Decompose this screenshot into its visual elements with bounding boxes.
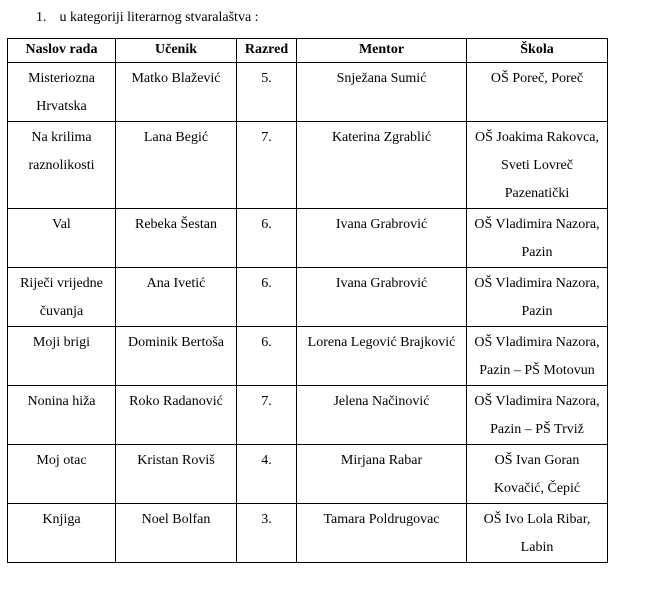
cell-grade: 4. [237, 445, 297, 504]
cell-title: Moji brigi [8, 327, 116, 386]
cell-school: OŠ Joakima Rakovca, Sveti Lovreč Pazenatički [467, 122, 608, 209]
cell-mentor: Jelena Načinović [297, 386, 467, 445]
cell-mentor: Katerina Zgrablić [297, 122, 467, 209]
heading-text: u kategoriji literarnog stvaralaštva : [59, 10, 259, 25]
cell-grade: 7. [237, 386, 297, 445]
cell-mentor: Snježana Sumić [297, 63, 467, 122]
cell-student: Dominik Bertoša [116, 327, 237, 386]
cell-student: Noel Bolfan [116, 504, 237, 563]
cell-student: Kristan Roviš [116, 445, 237, 504]
table-row [8, 504, 608, 563]
cell-student: Ana Ivetić [116, 268, 237, 327]
cell-mentor: Mirjana Rabar [297, 445, 467, 504]
cell-title: Riječi vrijedne čuvanja [8, 268, 116, 327]
cell-title: Na krilima raznolikosti [8, 122, 116, 209]
cell-school: OŠ Vladimira Nazora, Pazin – PŠ Trviž [467, 386, 608, 445]
table-row [8, 268, 608, 327]
cell-school: OŠ Vladimira Nazora, Pazin [467, 268, 608, 327]
table-header-row [8, 39, 608, 63]
header-ucenik: Učenik [116, 39, 237, 63]
header-mentor: Mentor [297, 39, 467, 63]
header-naslov-rada: Naslov rada [8, 39, 116, 63]
section-heading [36, 9, 259, 27]
table-row [8, 209, 608, 268]
cell-student: Lana Begić [116, 122, 237, 209]
list-number: 1. [36, 10, 47, 25]
cell-student: Roko Radanović [116, 386, 237, 445]
cell-title: Val [8, 209, 116, 268]
cell-title: Misteriozna Hrvatska [8, 63, 116, 122]
table-row [8, 63, 608, 122]
header-razred: Razred [237, 39, 297, 63]
cell-mentor: Lorena Legović Brajković [297, 327, 467, 386]
awards-table [7, 38, 608, 563]
cell-title: Knjiga [8, 504, 116, 563]
cell-school: OŠ Ivo Lola Ribar, Labin [467, 504, 608, 563]
cell-student: Rebeka Šestan [116, 209, 237, 268]
cell-mentor: Ivana Grabrović [297, 268, 467, 327]
table-row [8, 445, 608, 504]
cell-mentor: Tamara Poldrugovac [297, 504, 467, 563]
cell-student: Matko Blažević [116, 63, 237, 122]
header-skola: Škola [467, 39, 608, 63]
cell-mentor: Ivana Grabrović [297, 209, 467, 268]
cell-school: OŠ Ivan Goran Kovačić, Čepić [467, 445, 608, 504]
cell-school: OŠ Vladimira Nazora, Pazin [467, 209, 608, 268]
cell-grade: 3. [237, 504, 297, 563]
cell-grade: 6. [237, 268, 297, 327]
cell-school: OŠ Vladimira Nazora, Pazin – PŠ Motovun [467, 327, 608, 386]
cell-grade: 6. [237, 327, 297, 386]
cell-school: OŠ Poreč, Poreč [467, 63, 608, 122]
table-row [8, 327, 608, 386]
cell-grade: 6. [237, 209, 297, 268]
table-row [8, 386, 608, 445]
table-row [8, 122, 608, 209]
cell-title: Nonina hiža [8, 386, 116, 445]
cell-title: Moj otac [8, 445, 116, 504]
cell-grade: 5. [237, 63, 297, 122]
cell-grade: 7. [237, 122, 297, 209]
